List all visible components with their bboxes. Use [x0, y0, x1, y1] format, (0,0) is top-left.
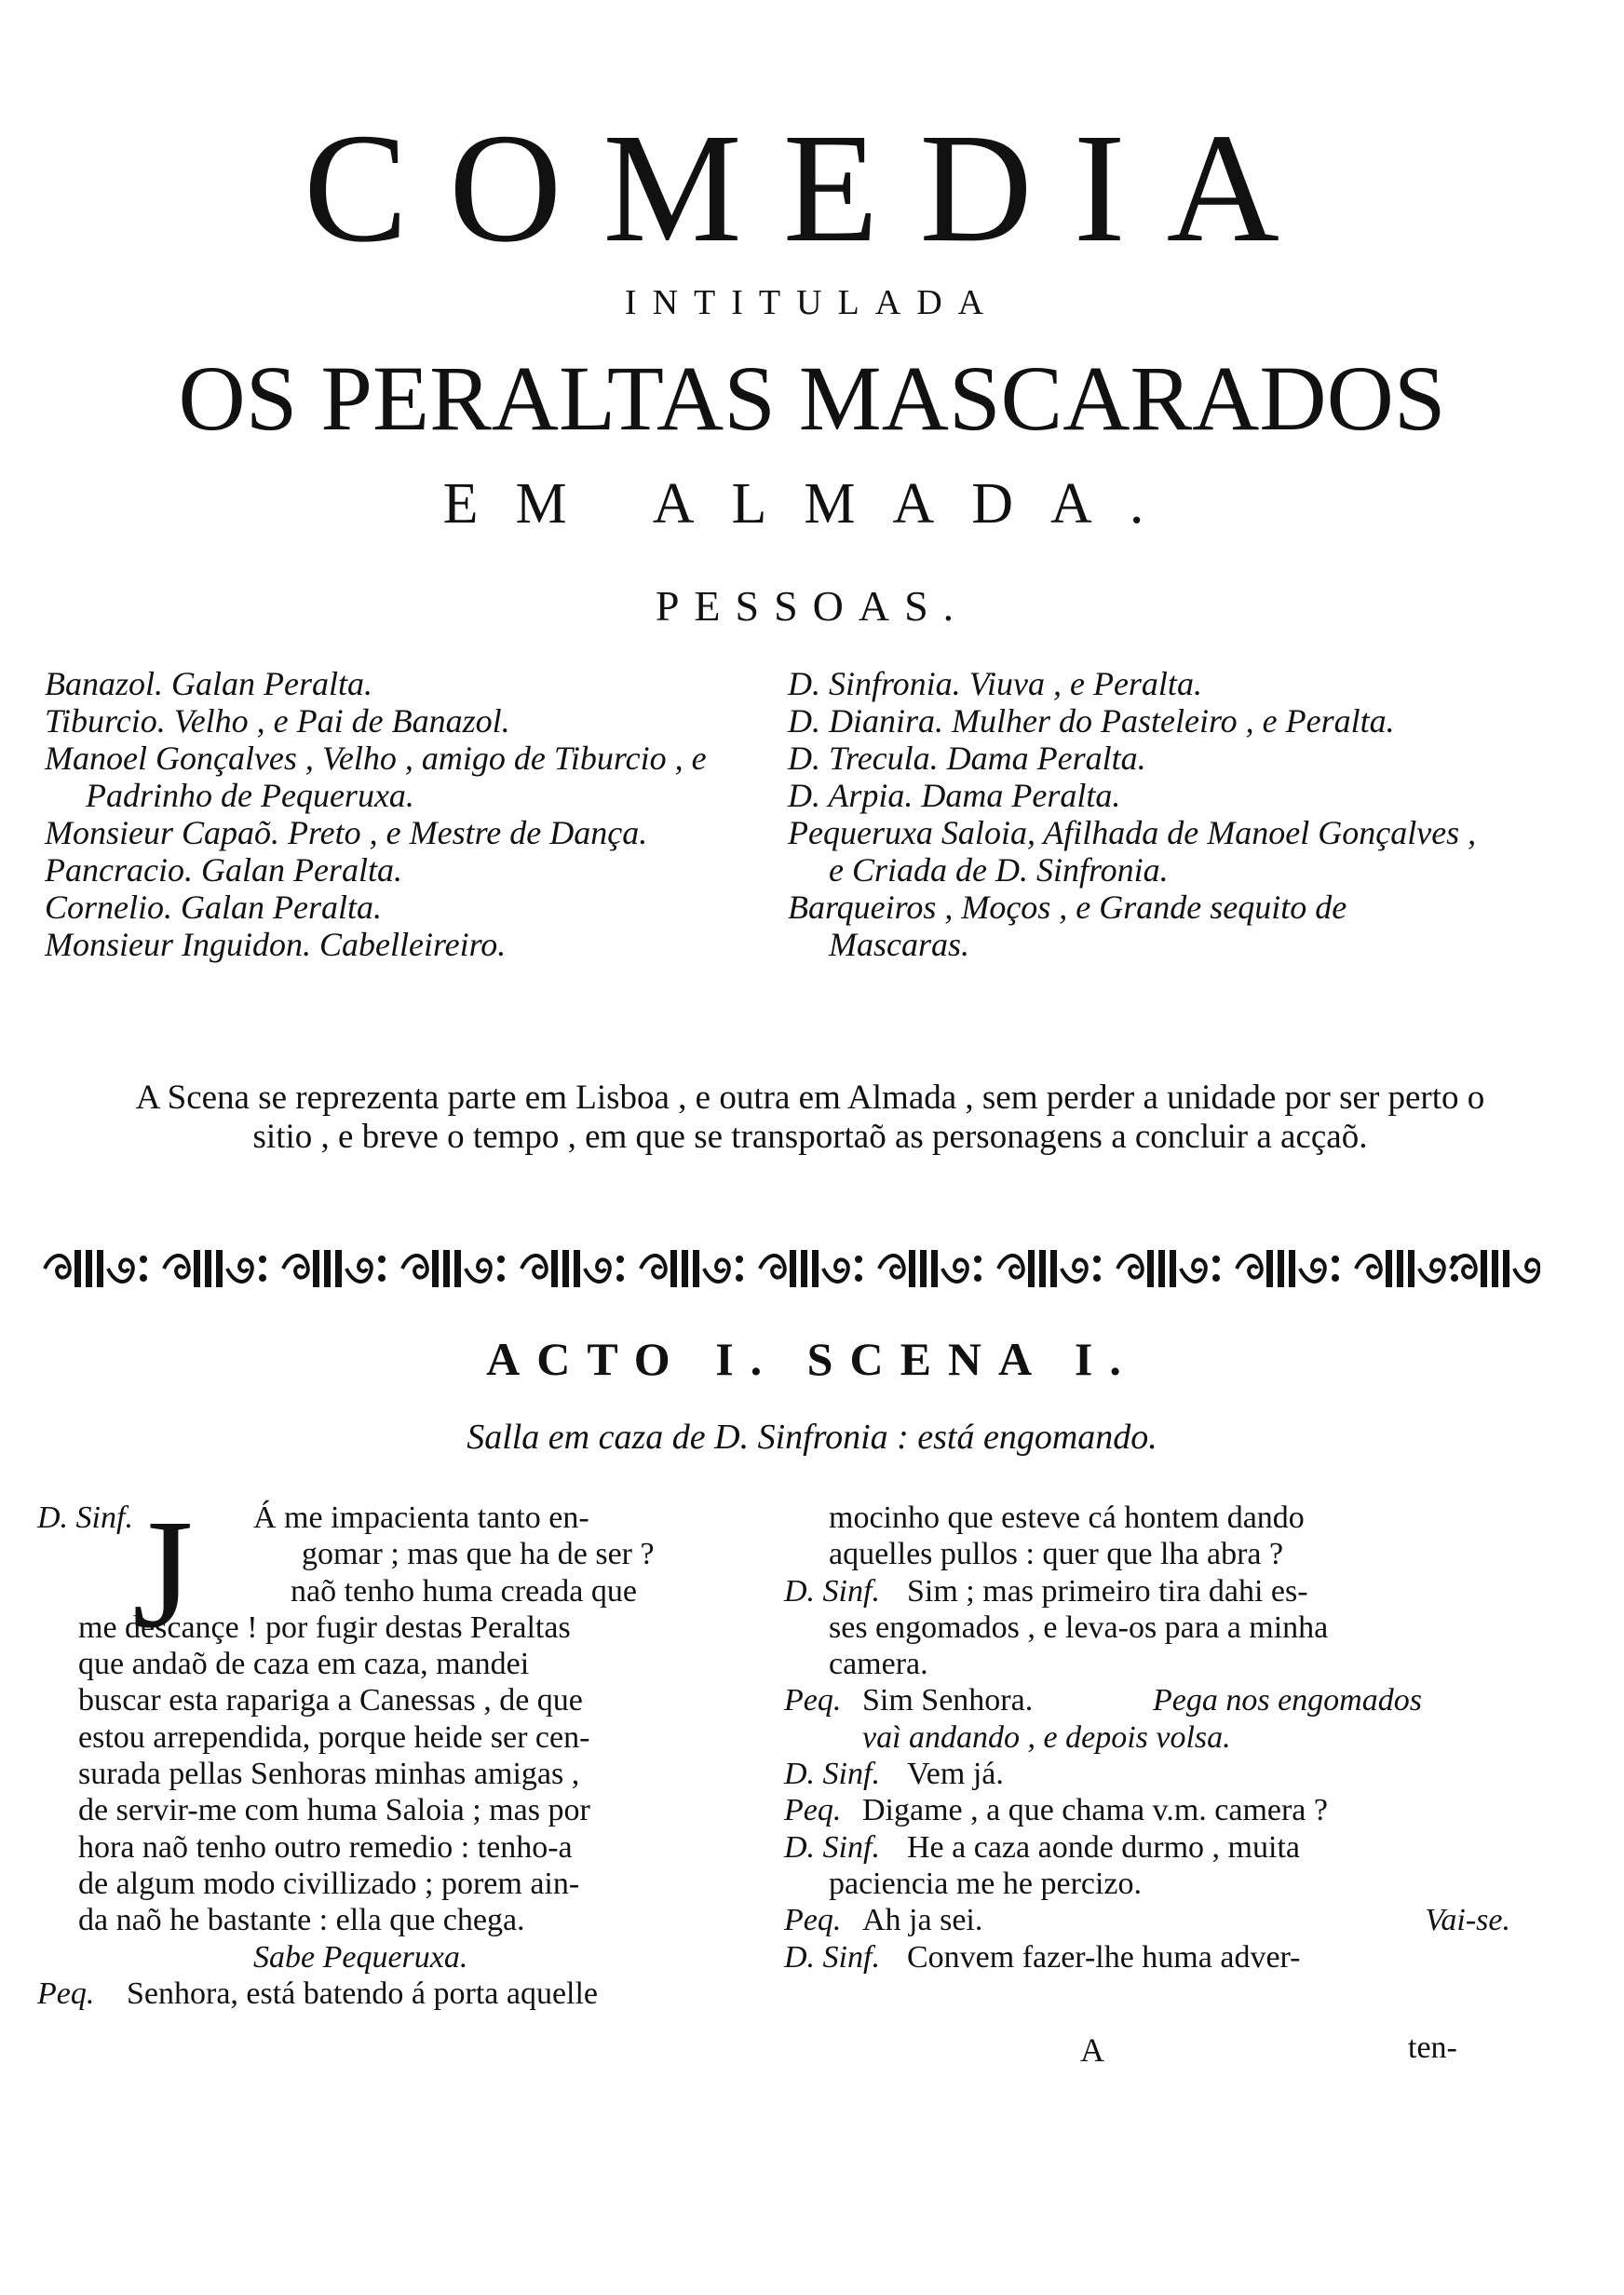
cast-entry: Monsieur Inguidon. Cabelleireiro.: [45, 926, 507, 963]
dialogue-line: [784, 1646, 1510, 1682]
dialogue-line: [784, 1719, 1510, 1756]
speaker-name: D. Sinf.: [37, 1501, 133, 1535]
cast-entry: Pancracio. Galan Peralta.: [45, 851, 402, 889]
dialogue-line: [37, 1719, 745, 1756]
cast-entry: Monsieur Capaõ. Preto , e Mestre de Dança.: [45, 814, 648, 851]
dialogue-line: [784, 1682, 1510, 1718]
title-place: EM ALMADA.: [442, 472, 1182, 536]
dialogue-line: [37, 1500, 745, 1536]
dialogue-column-left: [37, 1500, 745, 2012]
dialogue-line: [37, 1682, 745, 1718]
cast-entry: D. Sinfronia. Viuva , e Peralta.: [788, 665, 1202, 702]
dialogue-text: de servir-me com huma Saloia ; mas por: [78, 1793, 590, 1828]
speaker-name: Peq.: [784, 1903, 842, 1938]
title-play-name: OS PERALTAS MASCARADOS: [178, 346, 1446, 450]
speaker-name: Peq.: [37, 1976, 95, 2011]
dialogue-line: [784, 1866, 1510, 1902]
cast-entry: Pequeruxa Saloia, Afilhada de Manoel Gonçalves , e Criada de D. Sinfronia.: [788, 814, 1477, 889]
act-heading: ACTO I. SCENA I.: [486, 1333, 1138, 1385]
cast-list-right: [788, 665, 1495, 963]
dialogue-line: [37, 1646, 745, 1682]
cast-entry: Tiburcio. Velho , e Pai de Banazol.: [45, 702, 510, 740]
cast-entry: D. Arpia. Dama Peralta.: [788, 777, 1121, 814]
cast-entry: Manoel Gonçalves , Velho , amigo de Tiburcio , e Padrinho de Pequeruxa.: [45, 740, 707, 814]
dialogue-text: hora naõ tenho outro remedio : tenho-a: [78, 1829, 573, 1865]
drop-cap: J: [132, 1487, 194, 1661]
dialogue-text: paciencia me he percizo.: [829, 1866, 1143, 1901]
dialogue-line: [784, 1500, 1510, 1536]
cast-entry: D. Trecula. Dama Peralta.: [788, 740, 1146, 777]
signature-mark: A: [1080, 2031, 1104, 2069]
ornamental-border: [41, 1239, 1540, 1298]
cast-entry: Banazol. Galan Peralta.: [45, 665, 372, 702]
speaker-name: Peq.: [784, 1793, 842, 1828]
dialogue-text: Digame , a que chama v.m. camera ?: [862, 1793, 1328, 1828]
dialogue-line: [37, 1756, 745, 1792]
dialogue-line: [784, 1939, 1510, 1976]
title-comedia: COMEDIA: [304, 102, 1320, 275]
speaker-name: D. Sinf.: [784, 1939, 880, 1975]
dialogue-line: [784, 1792, 1510, 1828]
speaker-name: Peq.: [784, 1683, 842, 1718]
dialogue-line: [37, 1829, 745, 1866]
dialogue-text: Sim ; mas primeiro tira dahi es-: [907, 1573, 1308, 1609]
dialogue-text: aquelles pullos : quer que lha abra ?: [829, 1537, 1284, 1572]
speaker-name: D. Sinf.: [784, 1829, 880, 1865]
dialogue-text: Á me impacienta tanto en-: [253, 1501, 589, 1535]
dialogue-text: Vem já.: [907, 1757, 1004, 1792]
dialogue-text: Sim Senhora.: [862, 1683, 1034, 1718]
cast-entry: Cornelio. Galan Peralta.: [45, 889, 382, 926]
stage-direction: Vai-se.: [1425, 1903, 1510, 1938]
stage-direction: Sabe Pequeruxa.: [253, 1939, 468, 1975]
catchword: ten-: [1408, 2030, 1457, 2065]
dialogue-text: gomar ; mas que ha de ser ?: [302, 1537, 655, 1572]
speaker-name: D. Sinf.: [784, 1757, 880, 1792]
dialogue-text: de algum modo civillizado ; porem ain-: [78, 1866, 580, 1901]
heading-pessoas: PESSOAS.: [655, 582, 969, 630]
dialogue-line: [37, 1609, 745, 1646]
dialogue-line: [37, 1536, 745, 1572]
dialogue-text: Senhora, está batendo á porta aquelle: [127, 1976, 599, 2011]
dialogue-line: [37, 1573, 745, 1609]
dialogue-text: Convem fazer-lhe huma adver-: [907, 1939, 1301, 1975]
dialogue-line: [37, 1866, 745, 1902]
dialogue-line: [37, 1939, 745, 1976]
dialogue-line: [784, 1573, 1510, 1609]
dialogue-text: estou arrependida, porque heide ser cen-: [78, 1719, 590, 1755]
dialogue-text: ses engomados , e leva-os para a minha: [829, 1609, 1329, 1645]
cast-entry: D. Dianira. Mulher do Pasteleiro , e Peralta.: [788, 702, 1395, 740]
dialogue-line: [37, 1976, 745, 2012]
dialogue-text: He a caza aonde durmo , muita: [907, 1829, 1300, 1865]
stage-direction: Pega nos engomados: [1153, 1683, 1422, 1718]
dialogue-line: [784, 1609, 1510, 1646]
scene-setting: Salla em caza de D. Sinfronia : está engomando.: [467, 1418, 1157, 1457]
dialogue-text: da naõ he bastante : ella que chega.: [78, 1903, 525, 1938]
dialogue-line: [784, 1829, 1510, 1866]
dialogue-text: mocinho que esteve cá hontem dando: [829, 1501, 1305, 1535]
dialogue-text: surada pellas Senhoras minhas amigas ,: [78, 1757, 580, 1792]
dialogue-text: naõ tenho huma creada que: [291, 1573, 637, 1609]
cast-entry: Barqueiros , Moços , e Grande sequito de Mascaras.: [788, 889, 1347, 963]
dialogue-column-right: [784, 1500, 1510, 1976]
cast-list-left: [45, 665, 752, 963]
stage-direction: vaì andando , e depois volsa.: [862, 1719, 1231, 1755]
dialogue-line: [784, 1902, 1510, 1938]
dialogue-line: [784, 1536, 1510, 1572]
dialogue-text: Ah ja sei.: [862, 1903, 983, 1938]
dialogue-text: que andaõ de caza em caza, mandei: [78, 1647, 530, 1682]
dialogue-line: [37, 1792, 745, 1828]
speaker-name: D. Sinf.: [784, 1573, 880, 1609]
dialogue-text: me descançe ! por fugir destas Peraltas: [78, 1609, 571, 1645]
title-intitulada: INTITULADA: [624, 283, 1000, 322]
dialogue-line: [784, 1756, 1510, 1792]
dialogue-line: [37, 1902, 745, 1938]
scene-note: A Scena se reprezenta parte em Lisboa , e outra em Almada , sem perder a unidade por ser perto o sitio , e breve o tempo , em que se transportaõ as personagens a concluir a acçaõ.: [135, 1079, 1485, 1156]
dialogue-text: buscar esta rapariga a Canessas , de que: [78, 1683, 583, 1718]
dialogue-text: camera.: [829, 1647, 928, 1682]
